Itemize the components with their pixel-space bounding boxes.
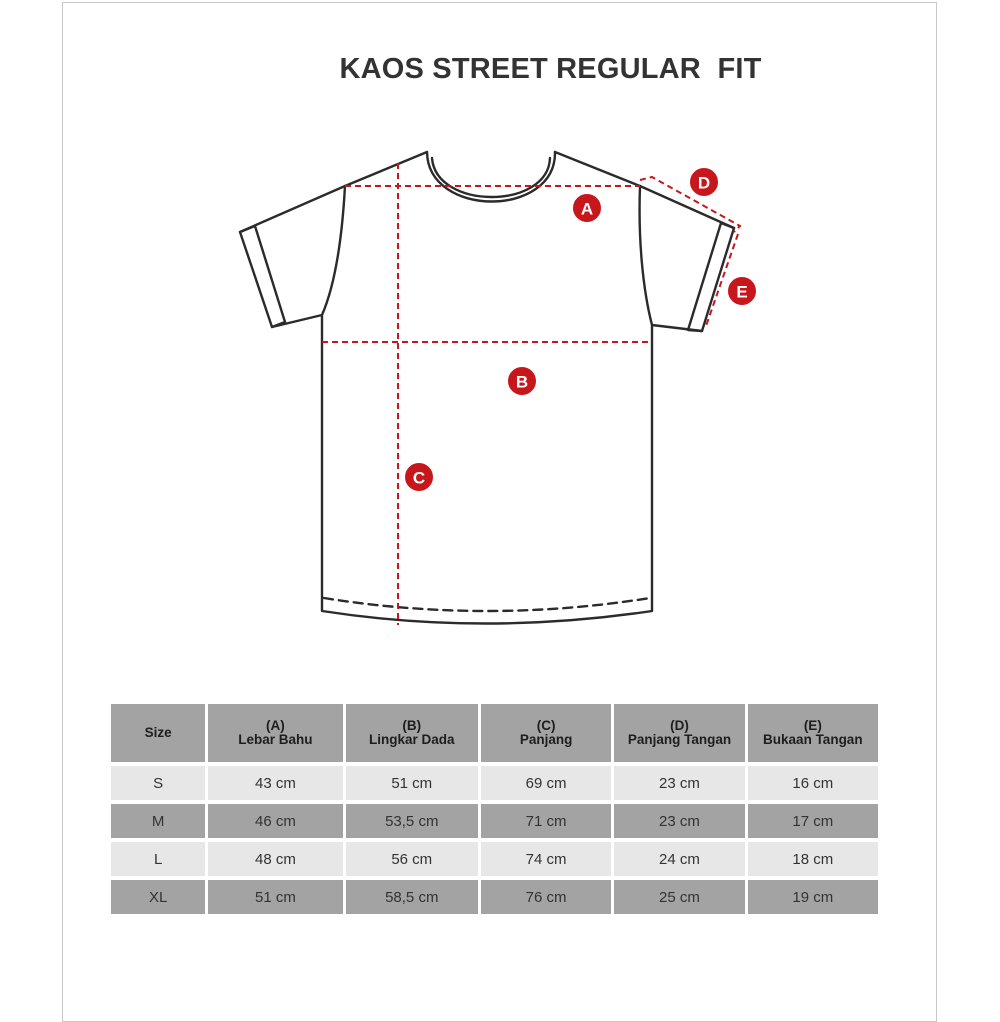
marker-c-icon <box>404 462 434 492</box>
header-lingkar-dada <box>346 704 478 762</box>
panjang-tangan-cell: 23 cm <box>614 804 744 838</box>
lingkar-dada-cell: 58,5 cm <box>346 880 478 914</box>
table-row <box>111 766 878 800</box>
lebar-bahu-cell: 46 cm <box>208 804 342 838</box>
bukaan-tangan-cell: 17 cm <box>748 804 878 838</box>
size-cell: L <box>111 842 205 876</box>
panjang-cell: 76 cm <box>481 880 611 914</box>
panjang-tangan-cell: 25 cm <box>614 880 744 914</box>
panjang-cell: 69 cm <box>481 766 611 800</box>
tshirt-outline <box>240 152 734 624</box>
panjang-tangan-cell: 24 cm <box>614 842 744 876</box>
lingkar-dada-cell: 51 cm <box>346 766 478 800</box>
header-label: Lingkar Dada <box>369 732 455 747</box>
size-table <box>108 700 881 918</box>
size-cell: M <box>111 804 205 838</box>
header-size <box>111 704 205 762</box>
lebar-bahu-cell: 43 cm <box>208 766 342 800</box>
marker-d-icon <box>689 167 719 197</box>
marker-e-icon <box>727 276 757 306</box>
header-label: Bukaan Tangan <box>763 732 863 747</box>
header-lebar-bahu <box>208 704 342 762</box>
lebar-bahu-cell: 48 cm <box>208 842 342 876</box>
marker-a-label: A <box>580 199 594 219</box>
marker-a-icon <box>572 193 602 223</box>
header-panjang <box>481 704 611 762</box>
lingkar-dada-cell: 53,5 cm <box>346 804 478 838</box>
table-header-row <box>111 704 878 762</box>
table-row <box>111 804 878 838</box>
lingkar-dada-cell: 56 cm <box>346 842 478 876</box>
marker-b-icon <box>507 366 537 396</box>
bukaan-tangan-cell: 19 cm <box>748 880 878 914</box>
marker-e-label: E <box>736 282 748 302</box>
header-code: (C) <box>536 717 556 733</box>
panjang-cell: 71 cm <box>481 804 611 838</box>
marker-b-label: B <box>515 372 529 392</box>
header-panjang-tangan <box>614 704 744 762</box>
table-row <box>111 842 878 876</box>
marker-c-label: C <box>412 468 426 488</box>
header-label: Panjang Tangan <box>627 732 732 747</box>
header-code: (A) <box>266 717 285 733</box>
table-row <box>111 880 878 914</box>
bukaan-tangan-cell: 18 cm <box>748 842 878 876</box>
panjang-tangan-cell: 23 cm <box>614 766 744 800</box>
lebar-bahu-cell: 51 cm <box>208 880 342 914</box>
size-cell: XL <box>111 880 205 914</box>
chart-title: KAOS STREET REGULAR FIT <box>339 53 762 85</box>
header-code: (B) <box>402 717 422 733</box>
marker-d-label: D <box>697 173 711 193</box>
header-bukaan-tangan <box>748 704 878 762</box>
header-label: Panjang <box>519 732 573 747</box>
header-label: Size <box>144 724 172 740</box>
header-label: Lebar Bahu <box>238 732 313 747</box>
bukaan-tangan-cell: 16 cm <box>748 766 878 800</box>
header-code: (E) <box>803 717 822 733</box>
panjang-cell: 74 cm <box>481 842 611 876</box>
header-code: (D) <box>670 717 689 733</box>
size-cell: S <box>111 766 205 800</box>
